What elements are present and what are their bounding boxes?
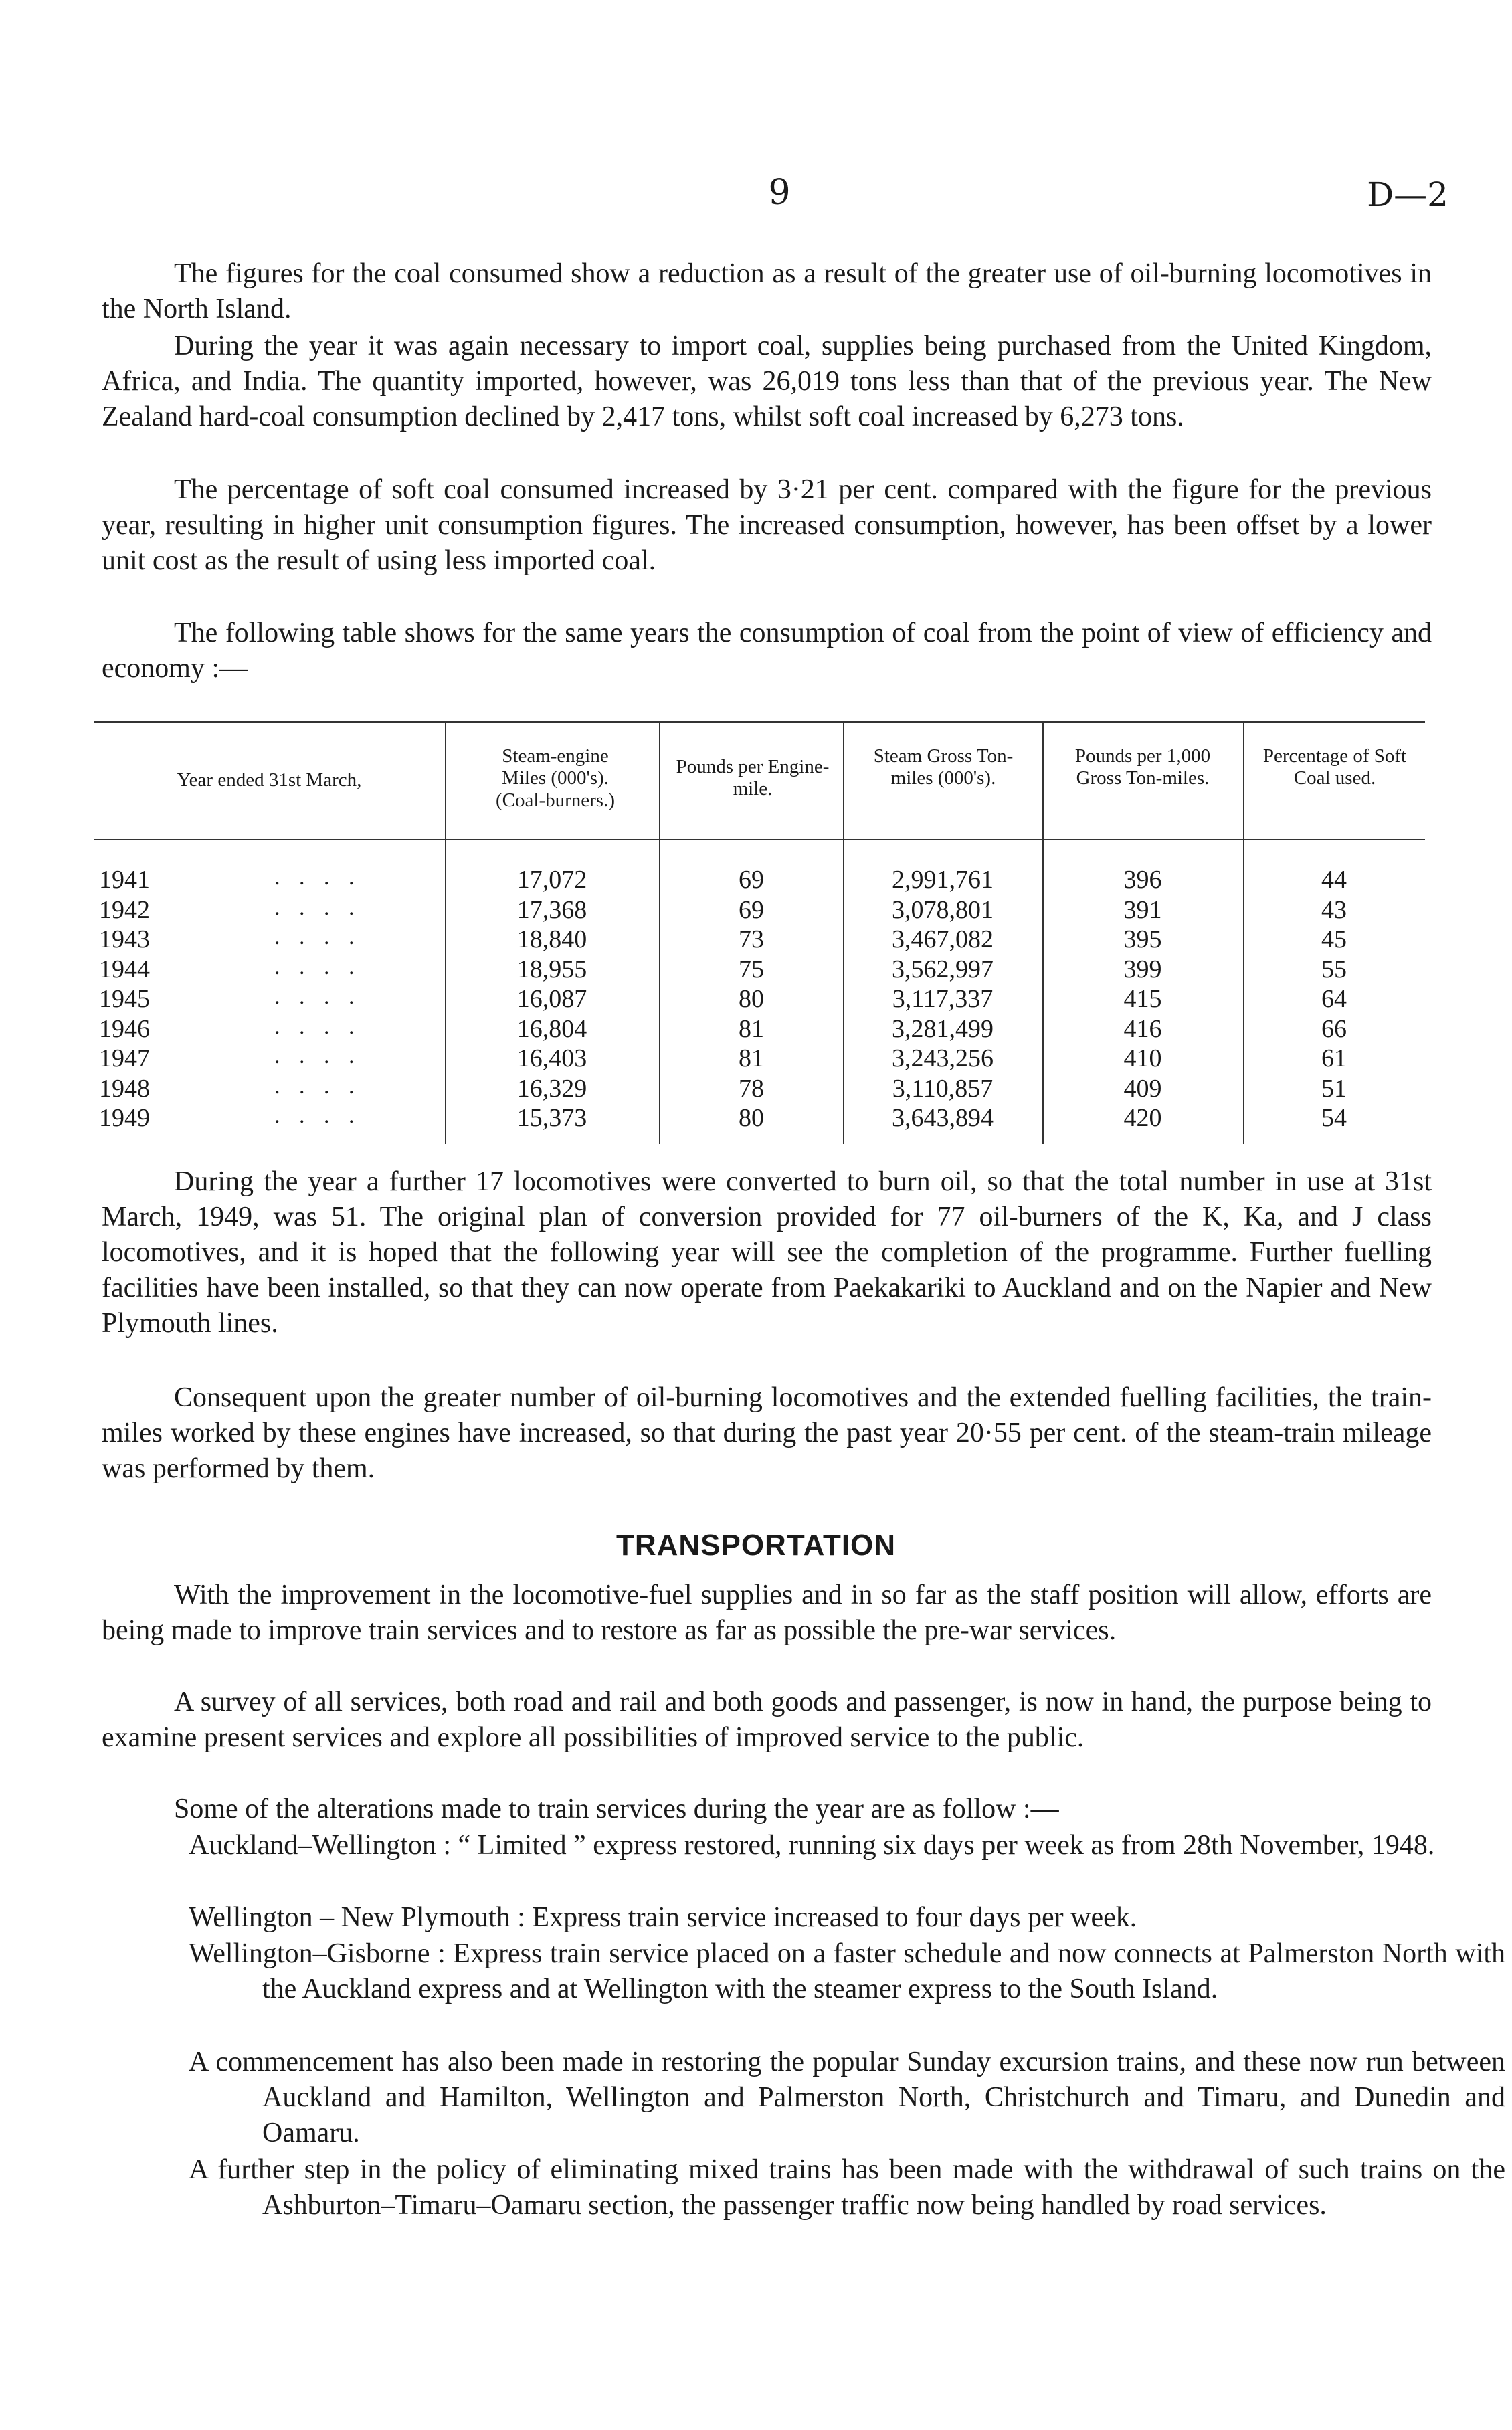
table-cell-value: 69 — [739, 866, 764, 894]
table-cell-value: 395 — [1123, 925, 1162, 953]
paragraph-coal-import: During the year it was again necessary to import coal, supplies being purchased from the United Kingdom, Africa, and India. The quantity imported, however, was 26,019 tons less than that of the previous year. The New Zealand hard-coal consumption declined by 2,417 tons, whilst soft coal increased by 6,273 tons. — [102, 331, 1432, 432]
column-divider — [843, 721, 844, 1144]
table-cell-value: 66 — [1321, 1014, 1347, 1043]
column-divider — [445, 721, 446, 1144]
table-cell-value: 399 — [1123, 955, 1162, 984]
table-cell-value: 415 — [1123, 985, 1162, 1013]
table-cell-value: 18,840 — [516, 925, 587, 953]
table-cell-year: 1943 — [99, 925, 150, 953]
table-leader-dots: . . . . — [274, 984, 361, 1009]
table-leader-dots: . . . . — [274, 1044, 361, 1068]
table-cell-value: 81 — [739, 1014, 764, 1043]
table-cell-value: 55 — [1321, 955, 1347, 984]
table-header-rule — [94, 839, 1425, 840]
paragraph-alterations-intro: Some of the alterations made to train services during the year are as follow :— — [174, 1794, 1059, 1825]
table-cell-value: 45 — [1321, 925, 1347, 953]
table-cell-value: 409 — [1123, 1074, 1162, 1103]
header-pounds-per-mile: Pounds per Engine-mile. — [676, 756, 830, 800]
table-cell-value: 396 — [1123, 866, 1162, 894]
header-gross-ton-miles: Steam Gross Ton-miles (000's). — [873, 745, 1014, 789]
table-cell-year: 1949 — [99, 1104, 150, 1132]
table-cell-value: 64 — [1321, 985, 1347, 1013]
alteration-sunday-excursions: A commencement has also been made in restoring the popular Sunday excursion trains, and these now run between Auckland and Hamilton, Wellington and Palmerston North, Christchurch and Timaru, and Dunedin and Oamaru. — [189, 2047, 1505, 2148]
table-cell-value: 16,329 — [516, 1074, 587, 1103]
column-divider — [1243, 721, 1244, 1144]
header-year: Year ended 31st March, — [177, 769, 362, 791]
table-cell-value: 3,117,337 — [892, 985, 994, 1013]
table-cell-year: 1946 — [99, 1014, 150, 1043]
table-leader-dots: . . . . — [274, 895, 361, 920]
column-divider — [1042, 721, 1044, 1144]
table-cell-value: 16,403 — [516, 1044, 587, 1072]
table-cell-value: 80 — [739, 1104, 764, 1132]
table-cell-value: 410 — [1123, 1044, 1162, 1072]
header-engine-miles: Steam-engine Miles (000's). (Coal-burners.) — [496, 745, 615, 811]
alteration-wellington-gisborne: Wellington–Gisborne : Express train service placed on a faster schedule and now connects at Palmerston North with the Auckland express and at Wellington with the steamer express to the South Island. — [189, 1938, 1505, 2004]
table-leader-dots: . . . . — [274, 1073, 361, 1099]
table-cell-value: 15,373 — [516, 1104, 587, 1132]
table-cell-value: 16,087 — [516, 985, 587, 1013]
table-cell-value: 73 — [739, 925, 764, 953]
column-divider — [659, 721, 660, 1144]
table-cell-value: 420 — [1123, 1104, 1162, 1132]
paragraph-soft-coal-percentage: The percentage of soft coal consumed increased by 3·21 per cent. compared with the figure for the previous year, resulting in higher unit consumption figures. The increased consumption, however, has been offset by a lower unit cost as the result of using less imported coal. — [102, 474, 1432, 576]
table-cell-value: 75 — [739, 955, 764, 984]
table-top-rule — [94, 721, 1425, 723]
table-cell-year: 1945 — [99, 985, 150, 1013]
table-cell-year: 1941 — [99, 866, 150, 894]
table-cell-value: 3,281,499 — [892, 1014, 994, 1043]
table-cell-value: 43 — [1321, 895, 1347, 924]
header-soft-coal-percentage: Percentage of Soft Coal used. — [1262, 745, 1407, 789]
header-pounds-per-1000: Pounds per 1,000 Gross Ton-miles. — [1074, 745, 1211, 789]
paragraph-oil-mileage: Consequent upon the greater number of oil-burning locomotives and the extended fuelling facilities, the train-miles worked by these engines have increased, so that during the past year 20·55 per cent. of the steam-train mileage was performed by them. — [102, 1382, 1432, 1484]
table-cell-year: 1948 — [99, 1074, 150, 1103]
paragraph-service-survey: A survey of all services, both road and rail and both goods and passenger, is now in hand, the purpose being to examine present services and explore all possibilities of improved service to the public. — [102, 1687, 1432, 1753]
table-cell-year: 1942 — [99, 895, 150, 924]
table-cell-value: 3,562,997 — [892, 955, 994, 984]
alteration-auckland-wellington: Auckland–Wellington : “ Limited ” express restored, running six days per week as from 28th November, 1948. — [189, 1830, 1435, 1861]
table-cell-value: 3,243,256 — [892, 1044, 994, 1072]
table-cell-value: 18,955 — [516, 955, 587, 984]
table-leader-dots: . . . . — [274, 925, 361, 949]
table-cell-value: 81 — [739, 1044, 764, 1072]
table-cell-value: 416 — [1123, 1014, 1162, 1043]
table-cell-value: 3,078,801 — [892, 895, 994, 924]
table-cell-year: 1944 — [99, 955, 150, 984]
alteration-mixed-trains: A further step in the policy of eliminating mixed trains has been made with the withdrawal of such trains on the Ashburton–Timaru–Oamaru section, the passenger traffic now being handled by road services. — [189, 2154, 1505, 2221]
table-cell-value: 2,991,761 — [892, 866, 994, 894]
page-number: 9 — [768, 173, 791, 213]
section-heading: TRANSPORTATION — [616, 1529, 896, 1562]
table-cell-value: 54 — [1321, 1104, 1347, 1132]
table-leader-dots: . . . . — [274, 1014, 361, 1039]
table-cell-value: 80 — [739, 985, 764, 1013]
table-cell-year: 1947 — [99, 1044, 150, 1072]
table-cell-value: 3,643,894 — [892, 1104, 994, 1132]
table-cell-value: 69 — [739, 895, 764, 924]
table-leader-dots: . . . . — [274, 865, 361, 890]
table-cell-value: 78 — [739, 1074, 764, 1103]
paragraph-oil-conversion: During the year a further 17 locomotives were converted to burn oil, so that the total number in use at 31st March, 1949, was 51. The original plan of conversion provided for 77 oil-burners of the K, Ka, and J class locomotives, and it is hoped that the following year will see the completion of the programme. Further fuelling facilities have been installed, so that they can now operate from Paekakariki to Auckland and on the Napier and New Plymouth lines. — [102, 1166, 1432, 1339]
table-leader-dots: . . . . — [274, 954, 361, 979]
table-leader-dots: . . . . — [274, 1103, 361, 1128]
table-cell-value: 44 — [1321, 866, 1347, 894]
paragraph-transport-improvement: With the improvement in the locomotive-fuel supplies and in so far as the staff position will allow, efforts are being made to improve train services and to restore as far as possible the pre-war services. — [102, 1580, 1432, 1646]
table-cell-value: 17,072 — [516, 866, 587, 894]
table-cell-value: 391 — [1123, 895, 1162, 924]
table-cell-value: 51 — [1321, 1074, 1347, 1103]
coal-efficiency-table — [94, 721, 1425, 1144]
table-cell-value: 17,368 — [516, 895, 587, 924]
document-reference: D—2 — [1367, 175, 1448, 214]
table-cell-value: 3,467,082 — [892, 925, 994, 953]
table-cell-value: 16,804 — [516, 1014, 587, 1043]
alteration-wellington-new-plymouth: Wellington – New Plymouth : Express train service increased to four days per week. — [189, 1902, 1137, 1933]
table-cell-value: 61 — [1321, 1044, 1347, 1072]
table-cell-value: 3,110,857 — [892, 1074, 994, 1103]
paragraph-coal-reduction: The figures for the coal consumed show a reduction as a result of the greater use of oil-burning locomotives in the North Island. — [102, 258, 1432, 324]
paragraph-table-intro: The following table shows for the same years the consumption of coal from the point of view of efficiency and economy :— — [102, 618, 1432, 684]
